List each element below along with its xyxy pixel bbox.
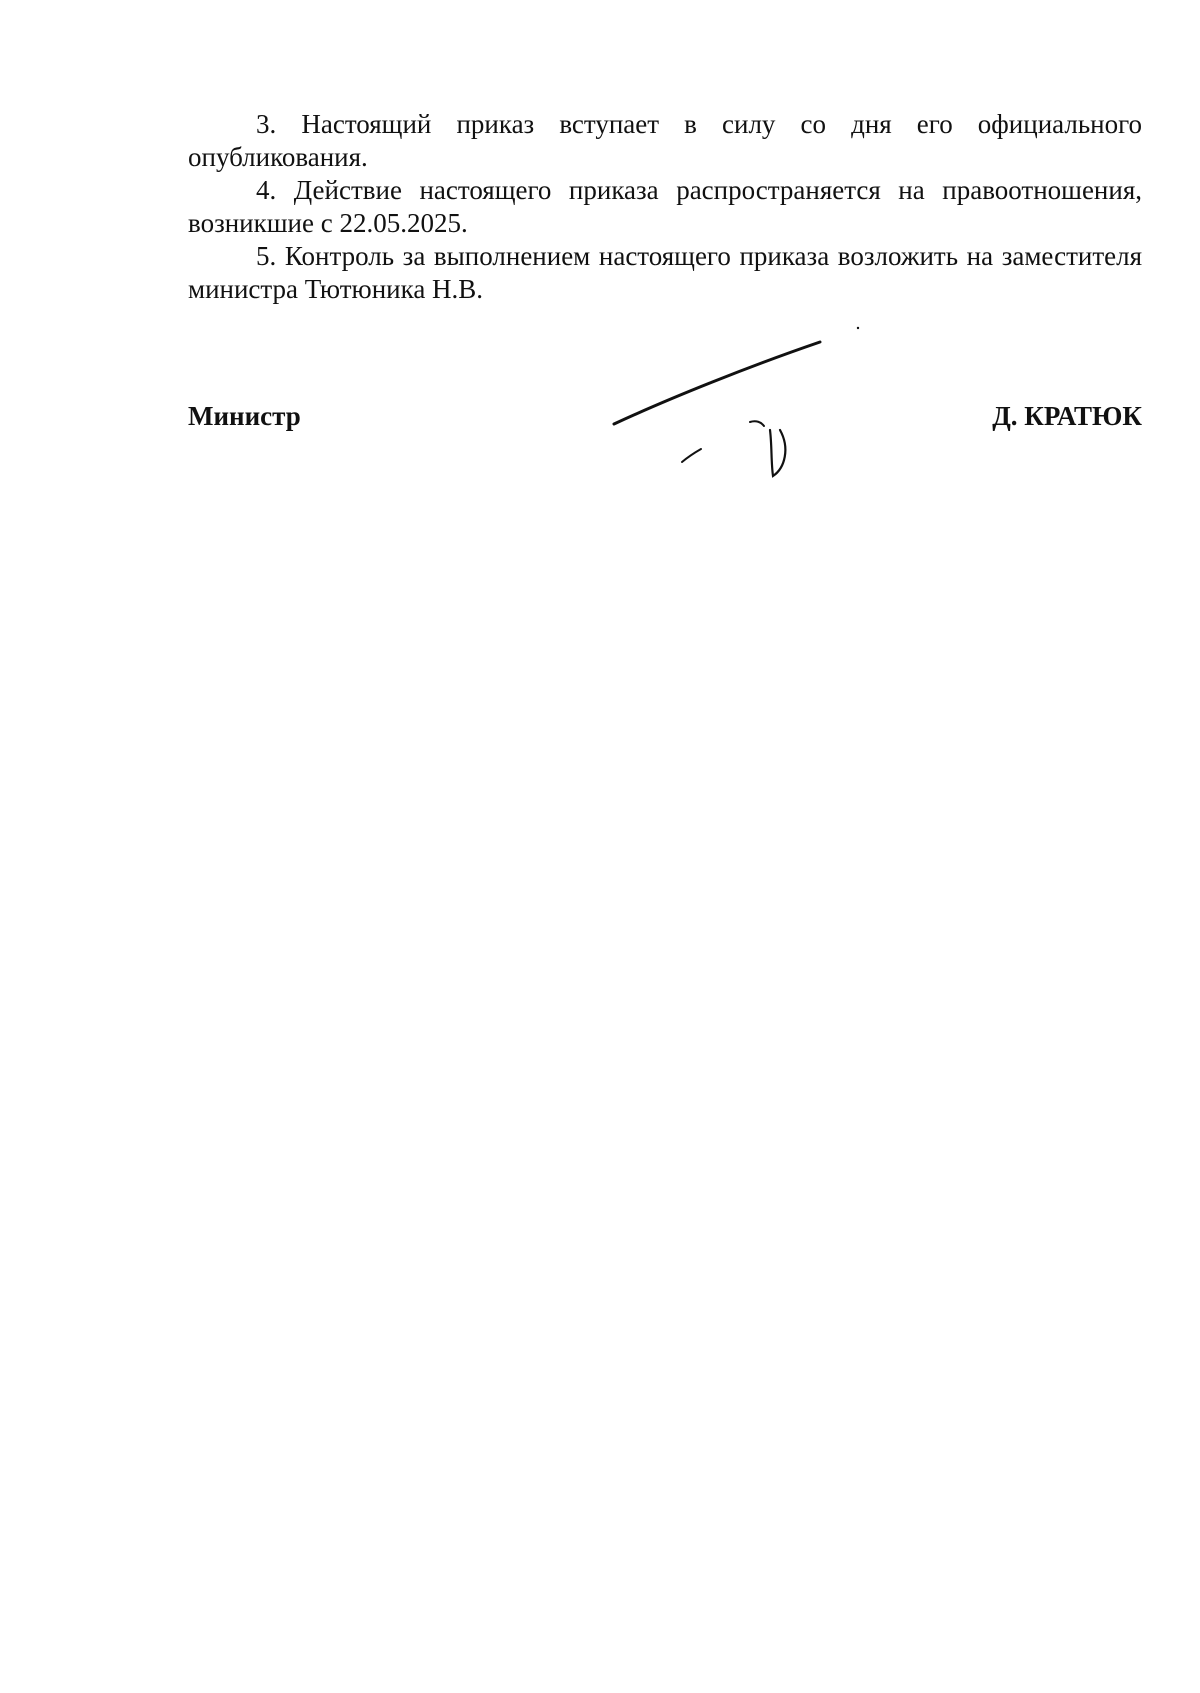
handwritten-signature (600, 326, 880, 486)
signer-name: Д. КРАТЮК (992, 401, 1142, 431)
signature-stroke-loop (770, 430, 785, 476)
signature-dot (857, 327, 859, 329)
signer-position: Министр (188, 401, 301, 431)
signature-stroke-long (614, 342, 820, 424)
document-body (188, 108, 1142, 306)
paragraph-retroactive-effect: 4. Действие настоящего приказа распространяется на правоотношения, возникшие с 22.05.2025. (188, 175, 1142, 238)
signature-stroke-hook (750, 421, 764, 426)
signature-stroke-tick (682, 449, 701, 462)
paragraph-entry-into-force: 3. Настоящий приказ вступает в силу со дня его официального опубликования. (188, 109, 1142, 172)
paragraph-control-assignment: 5. Контроль за выполнением настоящего приказа возложить на заместителя министра Тютюника Н.В. (188, 241, 1142, 304)
